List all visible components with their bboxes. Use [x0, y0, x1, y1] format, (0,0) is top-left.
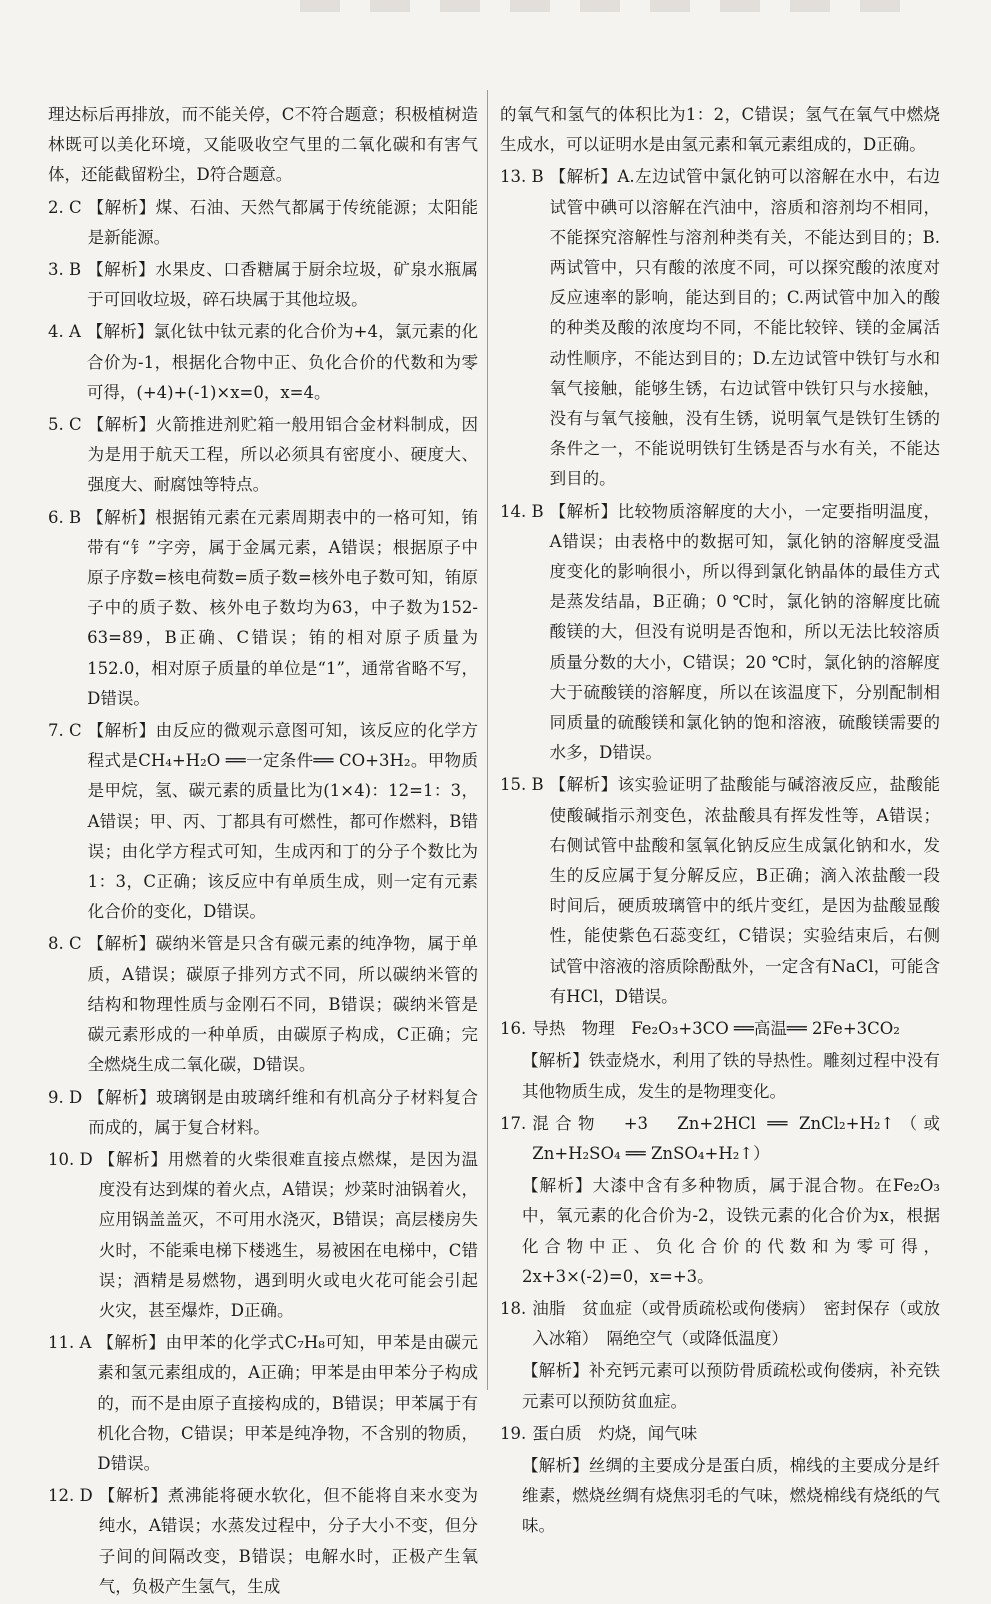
answer-item: [500, 497, 940, 769]
analysis-text: 【解析】大漆中含有多种物质，属于混合物。在Fe₂O₃中，氧元素的化合价为-2，设铁元素的化合价为x，根据化合物中正、负化合价的代数和为零可得，2x+3×(-2)=0，x=+3。: [522, 1176, 940, 1286]
answer-item: [48, 503, 478, 714]
answer-item: [500, 1109, 940, 1169]
answer-item: 的氧气和氢气的体积比为1：2，C错误；氢气在氧气中燃烧生成水，可以证明水是由氢元素和氧元素组成的，D正确。: [500, 105, 940, 155]
question-number: 12. D: [48, 1486, 93, 1506]
answer-text: 【解析】A.左边试管中氯化钠可以溶解在水中，右边试管中碘可以溶解在汽油中，溶质和溶剂均不相同，不能探究溶解性与溶剂种类有关，不能达到目的；B.两试管中，只有酸的浓度不同，可以探究酸的浓度对反应速率的影响，能达到目的；C.两试管中加入的酸的种类及酸的浓度均不同，不能比较锌、镁的金属活动性顺序，不能达到目的；D.左边试管中铁钉与水和氧气接触，能够生锈，右边试管中铁钉只与水接触，没有与氧气接触，没有生锈，说明氧气是铁钉生锈的条件之一，不能说明铁钉生锈是否与水有关，不能达到目的。: [549, 167, 940, 489]
answer-item: [500, 162, 940, 494]
answer-text: 【解析】由甲苯的化学式C₇H₈可知，甲苯是由碳元素和氢元素组成的，A正确；甲苯是由甲苯分子构成的，而不是由原子直接构成的，B错误；甲苯属于有机化合物，C错误；甲苯是纯净物，不含别的物质，D错误。: [97, 1333, 478, 1473]
answer-item: [48, 255, 478, 315]
question-number: 15. B: [500, 775, 544, 795]
answer-item: [48, 1145, 478, 1326]
answer-item: 理达标后再排放，而不能关停，C不符合题意；积极植树造林既可以美化环境，又能吸收空气里的二氧化碳和有害气体，还能截留粉尘，D符合题意。: [48, 105, 478, 185]
question-number: 18.: [500, 1298, 527, 1318]
answer-item: [48, 410, 478, 501]
answer-item: [48, 716, 478, 927]
left-column: [48, 100, 478, 1604]
answer-text: 【解析】根据铕元素在元素周期表中的一格可知，铕带有“钅”字旁，属于金属元素，A错误；根据原子中原子序数=核电荷数=质子数=核外电子数可知，铕原子中的质子数、核外电子数均为63，中子数为152-63=89，B正确、C错误；铕的相对原子质量为152.0，相对原子质量的单位是“1”，通常省略不写，D错误。: [87, 507, 478, 708]
answer-item: [48, 193, 478, 253]
analysis-text: 【解析】丝绸的主要成分是蛋白质，棉线的主要成分是纤维素，燃烧丝绸有烧焦羽毛的气味，燃烧棉线有烧纸的气味。: [522, 1455, 940, 1536]
answer-item: [48, 929, 478, 1080]
answer-item: [500, 770, 940, 1012]
question-number: 8. C: [48, 934, 82, 954]
question-number: 9. D: [48, 1087, 83, 1107]
question-number: 11. A: [48, 1333, 92, 1353]
answer-text: 【解析】玻璃钢是由玻璃纤维和有机高分子材料复合而成的，属于复合材料。: [88, 1087, 478, 1137]
question-number: 13. B: [500, 167, 544, 187]
answer-text: 导热 物理 Fe₂O₃+3CO ══高温══ 2Fe+3CO₂: [532, 1019, 900, 1039]
answer-item: [500, 1014, 940, 1044]
answer-text: 油脂 贫血症（或骨质疏松或佝偻病） 密封保存（或放入冰箱） 隔绝空气（或降低温度）: [532, 1298, 940, 1349]
answer-text: 【解析】碳纳米管是只含有碳元素的纯净物，属于单质，A错误；碳原子排列方式不同，所以碳纳米管的结构和物理性质与金刚石不同，B错误；碳纳米管是碳元素形成的一种单质，由碳原子构成，C正确；完全燃烧生成二氧化碳，D错误。: [87, 934, 478, 1075]
answer-text: 【解析】火箭推进剂贮箱一般用铝合金材料制成，因为是用于航天工程，所以必须具有密度小、硬度大、强度大、耐腐蚀等特点。: [87, 415, 478, 495]
answer-text: 【解析】由反应的微观示意图可知，该反应的化学方程式是CH₄+H₂O ══一定条件══ CO+3H₂。甲物质是甲烷，氢、碳元素的质量比为(1×4)：12=1：3，A错误；甲、丙、丁都具有可燃性，都可作燃料，B错误；由化学方程式可知，生成丙和丁的分子个数比为1：3，C正确；该反应中有单质生成，则一定有元素化合价的变化，D错误。: [87, 721, 478, 922]
question-number: 19.: [500, 1423, 527, 1443]
column-divider: [487, 90, 488, 1390]
answer-item: [48, 317, 478, 408]
answer-text: 【解析】氯化钛中钛元素的化合价为+4，氯元素的化合价为-1，根据化合物中正、负化合价的代数和为零可得，(+4)+(-1)×x=0，x=4。: [86, 322, 478, 402]
answer-item: [48, 1328, 478, 1479]
question-number: 10. D: [48, 1149, 93, 1169]
answer-text: 【解析】用燃着的火柴很难直接点燃煤，是因为温度没有达到煤的着火点，A错误；炒菜时油锅着火，应用锅盖盖灭，不可用水浇灭，B错误；高层楼房失火时，不能乘电梯下楼逃生，易被困在电梯中，C错误；酒精是易燃物，遇到明火或电火花可能会引起火灾，甚至爆炸，D正确。: [98, 1149, 478, 1320]
question-number: 6. B: [48, 507, 82, 527]
answer-text: 【解析】水果皮、口香糖属于厨余垃圾，矿泉水瓶属于可回收垃圾，碎石块属于其他垃圾。: [87, 260, 478, 310]
question-number: 16.: [500, 1019, 527, 1039]
analysis-text: 【解析】铁壶烧水，利用了铁的导热性。雕刻过程中没有其他物质生成，发生的是物理变化。: [522, 1051, 940, 1101]
question-number: 5. C: [48, 415, 82, 435]
question-number: 7. C: [48, 721, 82, 741]
answer-item: [500, 1419, 940, 1449]
answer-text: 【解析】煮沸能将硬水软化，但不能将自来水变为纯水，A错误；水蒸发过程中，分子大小不变，但分子间的间隔改变，B错误；电解水时，正极产生氧气，负极产生氢气，生成: [98, 1486, 478, 1596]
answer-item: [48, 1481, 478, 1602]
faded-header-strip: [300, 0, 900, 12]
answer-item: [48, 1083, 478, 1143]
question-number: 3. B: [48, 260, 82, 280]
answer-text: 混合物 +3 Zn+2HCl ══ ZnCl₂+H₂↑（或Zn+H₂SO₄ ══ ZnSO₄+H₂↑）: [532, 1113, 940, 1163]
question-number: 2. C: [48, 197, 82, 217]
answer-text: 【解析】比较物质溶解度的大小，一定要指明温度，A错误；由表格中的数据可知，氯化钠的溶解度受温度变化的影响很小，所以得到氯化钠晶体的最佳方式是蒸发结晶，B正确；0 ℃时，氯化钠的溶解度比硫酸镁的大，但没有说明是否饱和，所以无法比较溶质质量分数的大小，C错误；20 ℃时，氯化钠的溶解度大于硫酸镁的溶解度，所以在该温度下，分别配制相同质量的硫酸镁和氯化钠的饱和溶液，硫酸镁需要的水多，D错误。: [549, 501, 940, 763]
analysis-text: 【解析】补充钙元素可以预防骨质疏松或佝偻病，补充铁元素可以预防贫血症。: [522, 1361, 940, 1411]
right-column: [500, 100, 940, 1544]
answer-text: 蛋白质 灼烧，闻气味: [532, 1423, 698, 1443]
question-number: 14. B: [500, 501, 544, 521]
question-number: 4. A: [48, 322, 81, 342]
answer-text: 【解析】煤、石油、天然气都属于传统能源；太阳能是新能源。: [87, 197, 478, 247]
answer-text: 【解析】该实验证明了盐酸能与碱溶液反应，盐酸能使酸碱指示剂变色，浓盐酸具有挥发性等，A错误；右侧试管中盐酸和氢氧化钠反应生成氯化钠和水，发生的反应属于复分解反应，B正确；滴入浓盐酸一段时间后，硬质玻璃管中的纸片变红，是因为盐酸显酸性，能使紫色石蕊变红，C错误；实验结束后，右侧试管中溶液的溶质除酚酞外，一定含有NaCl，可能含有HCl，D错误。: [549, 775, 940, 1006]
answer-item: [500, 1294, 940, 1354]
question-number: 17.: [500, 1113, 527, 1133]
